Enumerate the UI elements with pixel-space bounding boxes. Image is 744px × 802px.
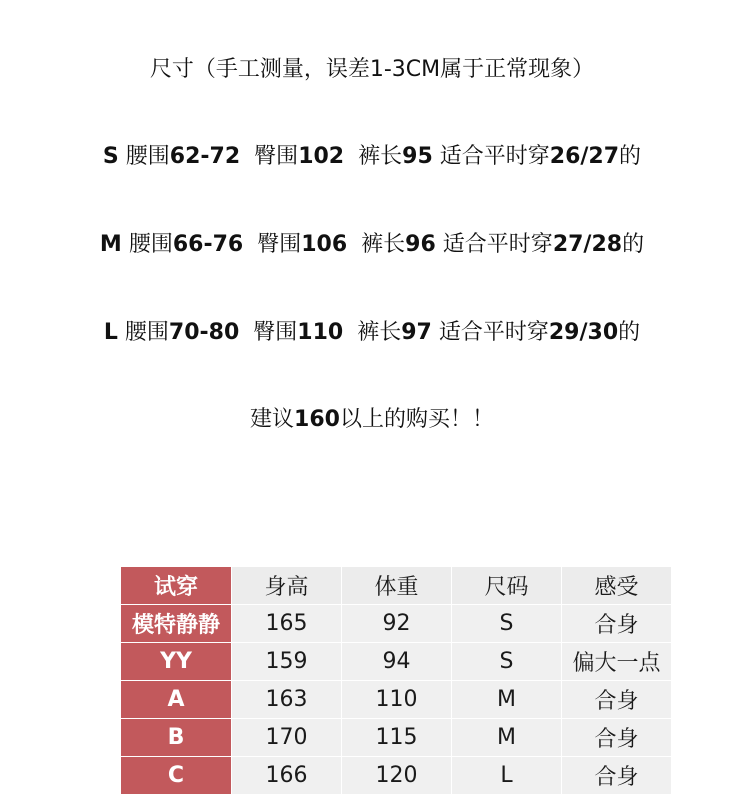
size-cell: L xyxy=(452,757,562,795)
hip-value: 102 xyxy=(298,144,345,169)
size-cell: M xyxy=(452,681,562,719)
feel-cell: 合身 xyxy=(562,605,672,643)
hip-value: 110 xyxy=(297,320,344,345)
header-cell-size: 尺码 xyxy=(452,567,562,605)
waist-label: 腰围 xyxy=(125,144,170,169)
table-row xyxy=(121,681,672,719)
table-row xyxy=(121,757,672,795)
size-cell: S xyxy=(452,605,562,643)
size-line-l xyxy=(0,318,744,348)
header-cell-height: 身高 xyxy=(232,567,342,605)
header-cell-tryon: 试穿 xyxy=(121,567,232,605)
header-cell-feel: 感受 xyxy=(562,567,672,605)
fit-value: 26/27 xyxy=(549,144,620,169)
height-cell: 159 xyxy=(232,643,342,681)
row-label: YY xyxy=(121,643,232,681)
fit-prefix: 适合平时穿 xyxy=(442,232,553,257)
feel-cell: 合身 xyxy=(562,719,672,757)
weight-cell: 115 xyxy=(342,719,452,757)
hip-label: 臀围 xyxy=(257,232,302,257)
fit-prefix: 适合平时穿 xyxy=(439,144,550,169)
fitting-table xyxy=(120,566,672,795)
size-code: L xyxy=(103,320,118,345)
hip-label: 臀围 xyxy=(253,320,298,345)
feel-cell: 合身 xyxy=(562,681,672,719)
height-cell: 166 xyxy=(232,757,342,795)
size-line-s xyxy=(0,142,744,172)
row-label: C xyxy=(121,757,232,795)
length-label: 裤长 xyxy=(357,320,402,345)
size-code: S xyxy=(102,144,119,169)
fit-suffix: 的 xyxy=(619,144,642,169)
header-cell-weight: 体重 xyxy=(342,567,452,605)
feel-cell: 偏大一点 xyxy=(562,643,672,681)
fit-prefix: 适合平时穿 xyxy=(438,320,549,345)
waist-value: 66-76 xyxy=(172,232,244,257)
advice-prefix: 建议 xyxy=(250,407,295,432)
table-row xyxy=(121,643,672,681)
length-value: 96 xyxy=(405,232,436,257)
hip-label: 臀围 xyxy=(254,144,299,169)
fit-suffix: 的 xyxy=(618,320,641,345)
advice-height: 160 xyxy=(294,407,340,432)
row-label: B xyxy=(121,719,232,757)
size-cell: M xyxy=(452,719,562,757)
length-label: 裤长 xyxy=(361,232,406,257)
height-advice xyxy=(0,405,744,435)
weight-cell: 120 xyxy=(342,757,452,795)
measurement-note: 尺寸（手工测量，误差1-3CM属于正常现象） xyxy=(149,57,595,82)
table-header-row xyxy=(121,567,672,605)
height-cell: 165 xyxy=(232,605,342,643)
fit-value: 27/28 xyxy=(552,232,623,257)
size-code: M xyxy=(99,232,122,257)
length-label: 裤长 xyxy=(358,144,403,169)
row-label: A xyxy=(121,681,232,719)
weight-cell: 92 xyxy=(342,605,452,643)
table-row xyxy=(121,605,672,643)
weight-cell: 110 xyxy=(342,681,452,719)
table-row xyxy=(121,719,672,757)
waist-value: 62-72 xyxy=(169,144,241,169)
height-cell: 170 xyxy=(232,719,342,757)
feel-cell: 合身 xyxy=(562,757,672,795)
fit-value: 29/30 xyxy=(548,320,619,345)
advice-suffix: 以上的购买！！ xyxy=(339,407,494,432)
weight-cell: 94 xyxy=(342,643,452,681)
length-value: 97 xyxy=(401,320,432,345)
waist-label: 腰围 xyxy=(124,320,169,345)
height-cell: 163 xyxy=(232,681,342,719)
waist-value: 70-80 xyxy=(168,320,240,345)
length-value: 95 xyxy=(402,144,433,169)
fit-suffix: 的 xyxy=(622,232,645,257)
row-label: 模特静静 xyxy=(121,605,232,643)
waist-label: 腰围 xyxy=(128,232,173,257)
size-cell: S xyxy=(452,643,562,681)
hip-value: 106 xyxy=(301,232,348,257)
size-line-m xyxy=(0,230,744,260)
